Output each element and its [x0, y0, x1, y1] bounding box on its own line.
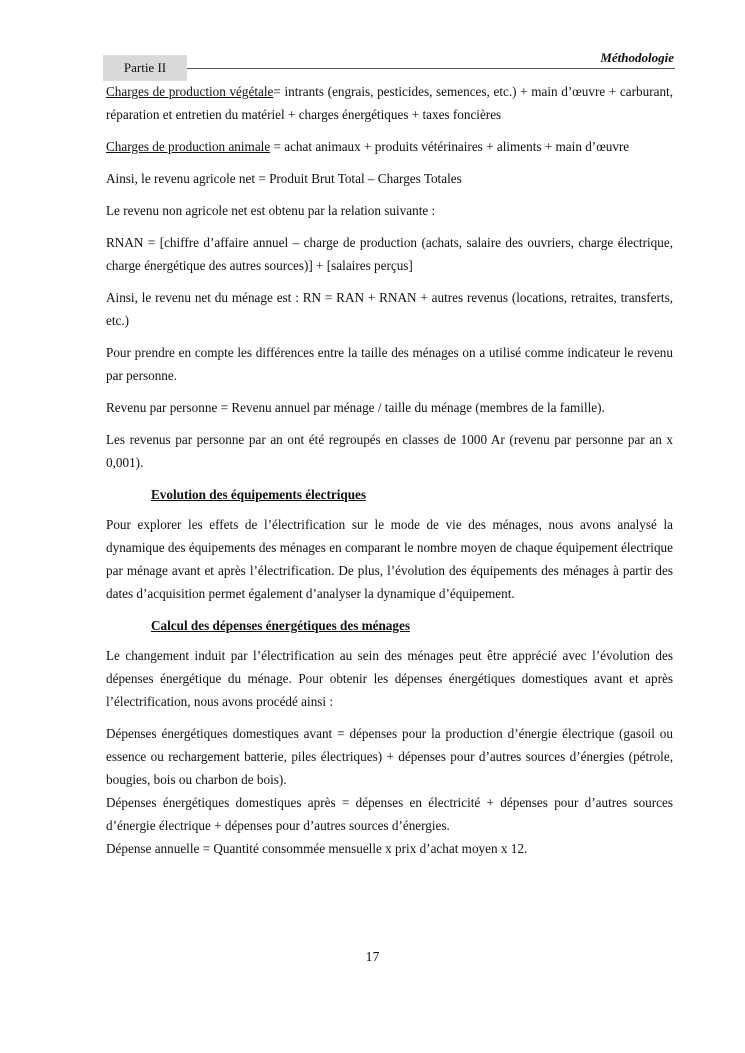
term-animal-charges: Charges de production animale: [106, 139, 271, 154]
paragraph-net-income: Ainsi, le revenu net du ménage est : RN = RAN + RNAN + autres revenus (locations, retraites, transferts, etc.): [106, 290, 673, 328]
paragraph-agricultural-income: Ainsi, le revenu agricole net = Produit Brut Total – Charges Totales: [106, 171, 462, 186]
paragraph-rnan-formula: RNAN = [chiffre d’affaire annuel – charge de production (achats, salaire des ouvriers, charge électrique, charge énergétique des autres sources)] + [salaires perçus]: [106, 235, 673, 273]
header-divider: [187, 68, 675, 69]
paragraph-expenses-before: Dépenses énergétiques domestiques avant = dépenses pour la production d’énergie électrique (gasoil ou essence ou rechargement batterie, piles électriques) + dépenses pour d’autres sources d’énergies (pétrole, bougies, bois ou charbon de bois).: [106, 726, 673, 787]
paragraph-equipment-dynamics: Pour explorer les effets de l’électrification sur le mode de vie des ménages, nous avons analysé la dynamique des équipements des ménages en comparant le nombre moyen de chaque équipement électrique par ménage avant et après l’électrification. De plus, l’évolution des équipements des ménages à partir des dates d’acquisition permet également d’analyser la dynamique d’équipement.: [106, 517, 673, 601]
paragraph-non-agricultural-intro: Le revenu non agricole net est obtenu par la relation suivante :: [106, 203, 436, 218]
paragraph-expenses-after: Dépenses énergétiques domestiques après = dépenses en électricité + dépenses pour d’autres sources d’énergie électrique + dépenses pour d’autres sources d’énergies.: [106, 795, 673, 833]
heading-electrical-equipment: Evolution des équipements électriques: [151, 487, 367, 502]
page-body: [106, 80, 673, 860]
definition-animal-charges: = achat animaux + produits vétérinaires + aliments + main d’œuvre: [270, 139, 630, 154]
paragraph-household-size: Pour prendre en compte les différences entre la taille des ménages on a utilisé comme indicateur le revenu par personne.: [106, 345, 673, 383]
section-title: Méthodologie: [600, 50, 674, 65]
part-label: Partie II: [103, 55, 187, 81]
heading-energy-expenses: Calcul des dépenses énergétiques des ménages: [151, 618, 410, 633]
term-vegetal-charges: Charges de production végétale: [106, 84, 274, 99]
definition-vegetal-charges: = intrants (engrais, pesticides, semences, etc.) + main d’œuvre + carburant, réparation et entretien du matériel + charges énergétiques + taxes foncières: [106, 84, 673, 122]
paragraph-vegetal-charges: [106, 80, 673, 126]
paragraph-income-classes: Les revenus par personne par an ont été regroupés en classes de 1000 Ar (revenu par personne par an x 0,001).: [106, 432, 673, 470]
page-number: 17: [365, 950, 380, 965]
paragraph-animal-charges: [106, 135, 673, 158]
paragraph-income-per-person: Revenu par personne = Revenu annuel par ménage / taille du ménage (membres de la famille).: [106, 400, 605, 415]
paragraph-energy-change: Le changement induit par l’électrification au sein des ménages peut être apprécié avec l’évolution des dépenses énergétique du ménage. Pour obtenir les dépenses énergétiques domestiques avant et après l’électrification, nous avons procédé ainsi :: [106, 648, 673, 709]
paragraph-annual-expense: Dépense annuelle = Quantité consommée mensuelle x prix d’achat moyen x 12.: [106, 841, 528, 856]
